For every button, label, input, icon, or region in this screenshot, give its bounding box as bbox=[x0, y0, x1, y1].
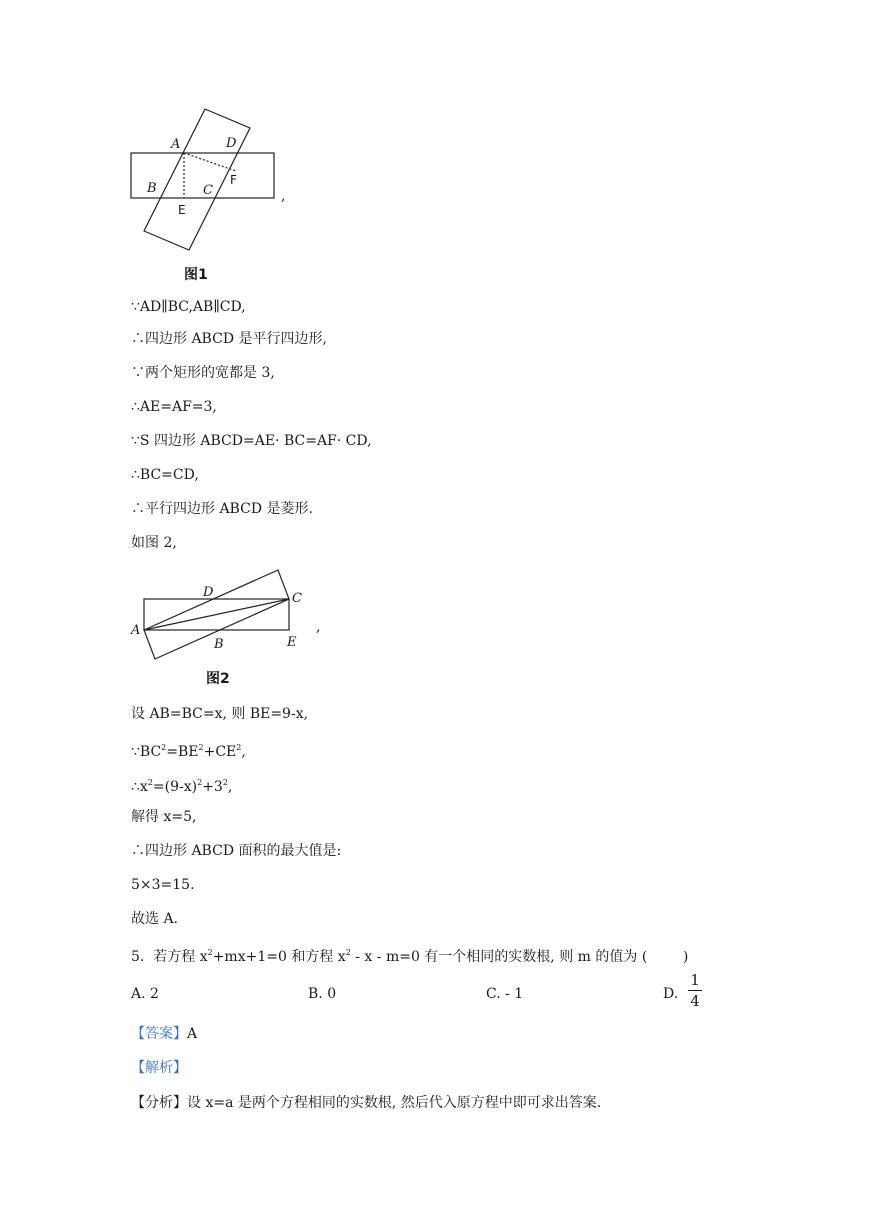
option-d-fraction bbox=[688, 971, 702, 1010]
answer-line bbox=[131, 1025, 197, 1043]
label-e: E bbox=[178, 203, 186, 217]
fraction-numerator: 1 bbox=[690, 971, 700, 989]
figure-2 bbox=[128, 566, 321, 666]
proof2-line-1: 设 AB=BC=x, 则 BE=9-x, bbox=[131, 706, 309, 722]
option-d-label: D. bbox=[663, 986, 679, 1002]
label-d: D bbox=[203, 585, 214, 600]
label-b: B bbox=[214, 637, 224, 652]
label-c: C bbox=[292, 591, 302, 606]
figure-1-comma: , bbox=[281, 188, 286, 204]
label-c: C bbox=[203, 183, 213, 198]
answer-tag: 【答案】 bbox=[131, 1026, 187, 1042]
label-d: D bbox=[226, 136, 237, 151]
proof-line-5: ∵S 四边形 ABCD=AE· BC=AF· CD, bbox=[131, 433, 372, 449]
option-c: C. - 1 bbox=[486, 986, 524, 1002]
label-b: B bbox=[147, 181, 157, 196]
fraction-bar bbox=[688, 990, 702, 991]
label-e: E bbox=[287, 635, 297, 650]
proof-line-4: ∴AE=AF=3, bbox=[131, 399, 217, 415]
label-a: A bbox=[171, 137, 181, 152]
proof-line-3: ∵两个矩形的宽都是 3, bbox=[131, 365, 275, 381]
height-af bbox=[184, 153, 236, 171]
question-5-stem: 5. 若方程 $x^2+mx+1=0$ 和方程 $x^2 - x - m=0$ 有一个相同的实数根, 则 m 的值为 ( ) bbox=[131, 948, 689, 965]
proof2-line-7: 故选 A. bbox=[131, 911, 179, 927]
proof-line-8: 如图 2, bbox=[131, 535, 177, 551]
fraction-denominator: 4 bbox=[690, 992, 700, 1010]
diagonal-ac bbox=[144, 599, 289, 630]
figure-1 bbox=[126, 104, 286, 254]
option-b: B. 0 bbox=[308, 986, 337, 1002]
fenxi-line bbox=[131, 1094, 601, 1112]
figure-2-comma: , bbox=[316, 619, 321, 635]
option-a: A. 2 bbox=[131, 986, 159, 1002]
proof2-line-6: 5×3=15. bbox=[131, 877, 195, 893]
proof2-line-3: $\therefore x^2=(9-x)^2+3^2$, bbox=[131, 778, 233, 795]
answer-value: A bbox=[187, 1026, 198, 1042]
figure-1-caption: 图1 bbox=[184, 267, 208, 283]
proof2-line-5: ∴四边形 ABCD 面积的最大值是: bbox=[131, 843, 342, 859]
label-f: F bbox=[230, 173, 237, 187]
label-a: A bbox=[131, 623, 141, 638]
proof2-line-4: 解得 x=5, bbox=[131, 809, 197, 825]
fenxi-tag: 【分析】 bbox=[131, 1095, 187, 1111]
proof2-line-2: $\because BC^2=BE^2+CE^2$, bbox=[131, 743, 246, 760]
proof-line-7: ∴平行四边形 ABCD 是菱形. bbox=[131, 501, 313, 517]
proof-line-6: ∴BC=CD, bbox=[131, 467, 199, 483]
figure-2-caption: 图2 bbox=[206, 671, 230, 687]
analysis-tag: 【解析】 bbox=[131, 1060, 187, 1076]
fenxi-text: 设 x=a 是两个方程相同的实数根, 然后代入原方程中即可求出答案. bbox=[187, 1095, 602, 1111]
analysis-line bbox=[131, 1059, 187, 1077]
proof-line-2: ∴四边形 ABCD 是平行四边形, bbox=[131, 331, 327, 347]
proof-line-1: ∵AD∥BC,AB∥CD, bbox=[131, 299, 246, 315]
